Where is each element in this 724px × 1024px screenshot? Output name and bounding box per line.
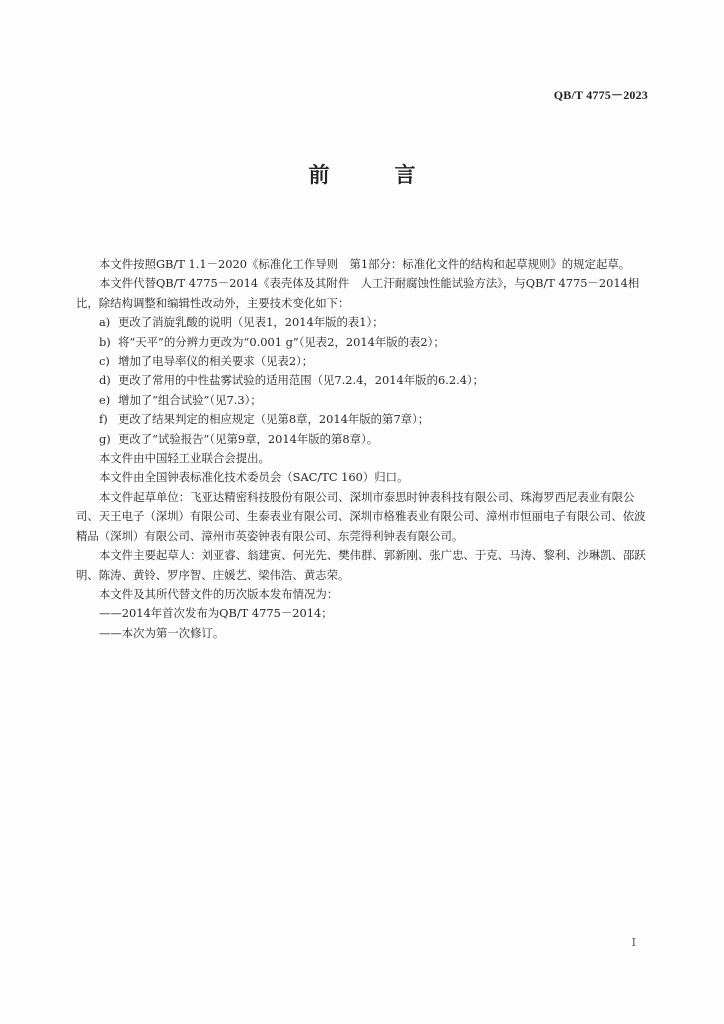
list-item-text: 增加了电导率仪的相关要求（见表2）；: [118, 354, 314, 369]
list-item: [76, 410, 652, 429]
list-item: ——2014年首次发布为QB/T 4775－2014；: [99, 606, 333, 621]
list-marker: a): [99, 315, 111, 330]
paragraph-drafters: 本文件主要起草人：刘亚睿、翁建寅、何光先、樊伟群、郭新刚、张广忠、于克、马涛、黎利、沙琳凯、邵跃明、陈涛、黄铃、罗序智、庄媛艺、梁伟浩、黄志荣。: [76, 548, 646, 582]
list-item: [76, 430, 652, 449]
list-item-text: 更改了消旋乳酸的说明（见表1，2014年版的表1）；: [118, 315, 384, 330]
document-code: QB/T 4775－2023: [553, 88, 648, 102]
list-item: [76, 391, 652, 410]
list-marker: d): [99, 373, 111, 388]
list-item: [76, 371, 652, 390]
changes-list: [76, 313, 652, 449]
list-item-text: 增加了“组合试验”（见7.3）；: [118, 392, 262, 407]
paragraph-history-intro: 本文件及其所代替文件的历次版本发布情况为：: [99, 586, 339, 601]
paragraph-replacement: 本文件代替QB/T 4775－2014《表壳体及其附件 人工汗耐腐蚀性能试验方法》，与QB/T 4775－2014相比，除结构调整和编辑性改动外，主要技术变化如下：: [76, 276, 640, 310]
paragraph-drafting-units: 本文件起草单位：飞亚达精密科技股份有限公司、深圳市泰思时钟表科技有限公司、珠海罗西尼表业有限公司、天王电子（深圳）有限公司、生泰表业有限公司、深圳市格雅表业有限公司、漳州市恒丽电子有限公司、依波精品（深圳）有限公司、漳州市英姿钟表有限公司、东莞得利钟表有限公司。: [76, 489, 646, 543]
list-marker: b): [99, 334, 111, 349]
list-item: ——本次为第一次修订。: [99, 625, 225, 640]
paragraph-proposer: 本文件由中国轻工业联合会提出。: [99, 451, 270, 466]
page-title: 前 言: [308, 163, 438, 187]
list-item-text: 更改了结果判定的相应规定（见第8章，2014年版的第7章）；: [118, 412, 430, 427]
list-marker: g): [99, 431, 111, 446]
paragraph-committee: 本文件由全国钟表标准化技术委员会（SAC/TC 160）归口。: [99, 470, 409, 485]
history-list: [76, 604, 652, 643]
page-number: I: [631, 936, 636, 949]
list-item: [76, 333, 652, 352]
paragraph-drafting-rules: 本文件按照GB/T 1.1－2020《标准化工作导则 第1部分：标准化文件的结构和起草规则》的规定起草。: [99, 257, 631, 271]
list-item-text: 将“天平”的分辨力更改为“0.001 g”（见表2，2014年版的表2）；: [118, 334, 445, 349]
list-marker: c): [99, 354, 110, 369]
foreword-body: [76, 255, 652, 643]
list-marker: e): [99, 392, 111, 407]
list-item-text: 更改了常用的中性盐雾试验的适用范围（见7.2.4，2014年版的6.2.4）；: [118, 373, 485, 388]
list-marker: f): [99, 412, 108, 427]
list-item: [76, 313, 652, 332]
list-item: [76, 352, 652, 371]
list-item-text: 更改了“试验报告”（见第9章，2014年版的第8章）。: [118, 431, 379, 446]
